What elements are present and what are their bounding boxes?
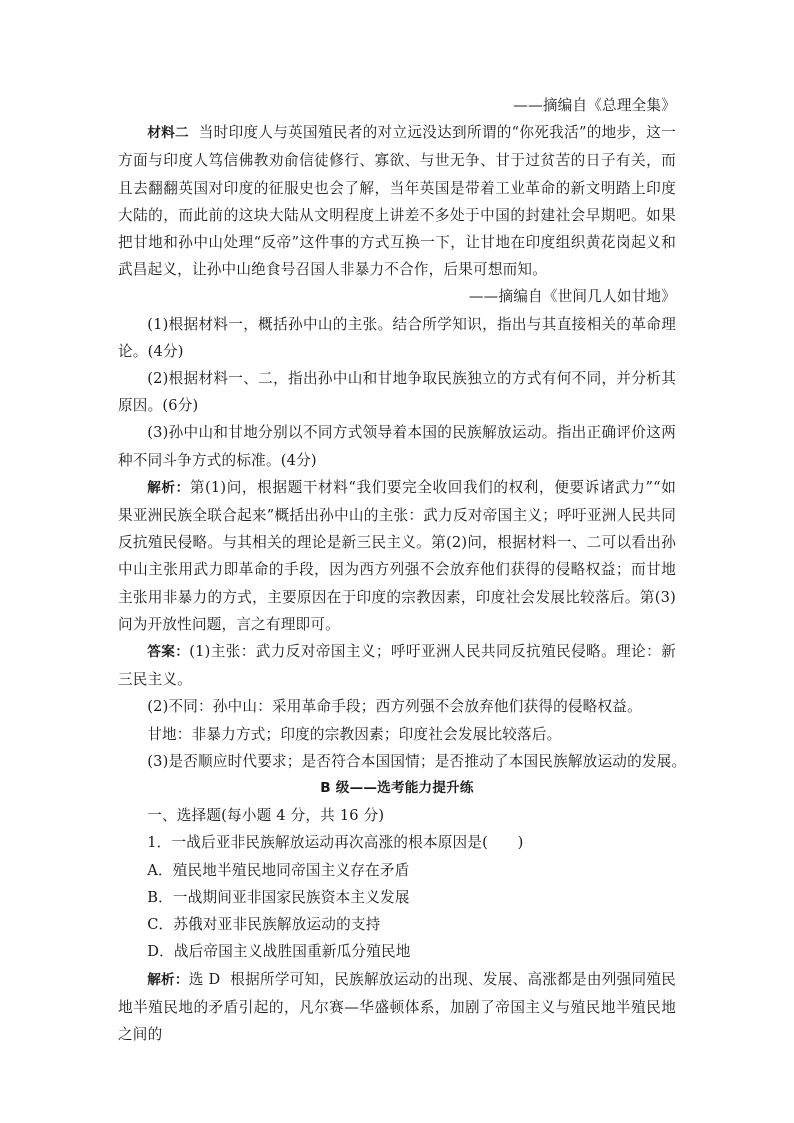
answer-part-2b: 甘地：非暴力方式；印度的宗教因素；印度社会发展比较落后。 — [147, 725, 562, 743]
material-2-paragraph — [118, 119, 676, 283]
choice-analysis-answer: 选 D — [188, 970, 221, 988]
answer-part-3: (3)是否顺应时代要求；是否符合本国国情；是否推动了本国民族解放运动的发展。 — [147, 752, 687, 770]
choice-analysis-paragraph — [118, 966, 676, 1049]
source-citation-2: ——摘编自《世间几人如甘地》 — [468, 288, 676, 306]
answer-label: 答案： — [147, 644, 190, 661]
choice-analysis-text: 根据所学可知，民族解放运动的出现、发展、高涨都是由列强同殖民地半殖民地的矛盾引起的，凡尔赛—华盛顿体系，加剧了帝国主义与殖民地半殖民地之间的 — [118, 970, 676, 1043]
answer-part-1-text: (1)主张：武力反对帝国主义；呼吁亚洲人民共同反抗殖民侵略。理论：新三民主义。 — [118, 643, 676, 689]
option-b: B．一战期间亚非国家民族资本主义发展 — [147, 888, 410, 906]
material-2-text: 当时印度人与英国殖民者的对立远没达到所谓的“你死我活”的地步，这一方面与印度人笃信佛教劝俞信徒修行、寡欲、与世无争、甘于过贫苦的日子有关，而且去翻翻英国对印度的征服史也会了解，当年英国是带着工业革命的新文明踏上印度大陆的，而此前的这块大陆从文明程度上讲差不多处于中国的封建社会早期吧。如果把甘地和孙中山处理“反帝”这件事的方式互换一下，让甘地在印度组织黄花岗起义和武昌起义，让孙中山绝食号召国人非暴力不合作，后果可想而知。 — [118, 124, 676, 279]
option-a: A．殖民地半殖民地同帝国主义存在矛盾 — [147, 861, 410, 879]
material-2-label: 材料二 — [147, 125, 189, 142]
source-citation-1: ——摘编自《总理全集》 — [513, 97, 676, 114]
section-b-heading: 一、选择题(每小题 4 分，共 16 分) — [147, 807, 385, 825]
document-page — [118, 92, 687, 1048]
analysis-paragraph — [118, 474, 676, 638]
option-c: C．苏俄对亚非民族解放运动的支持 — [147, 916, 381, 934]
option-d: D．战后帝国主义战胜国重新瓜分殖民地 — [147, 943, 411, 961]
question-2: (2)根据材料一、二，指出孙中山和甘地争取民族独立的方式有何不同，并分析其原因。(6分) — [118, 370, 676, 415]
choice-analysis-label: 解析： — [147, 971, 189, 988]
section-b-title: B 级——选考能力提升练 — [320, 780, 474, 797]
question-3: (3)孙中山和甘地分别以不同方式领导着本国的民族解放运动。指出正确评价这两种不同斗争方式的标准。(4分) — [118, 424, 676, 469]
question-1: (1)根据材料一，概括孙中山的主张。结合所学知识，指出与其直接相关的革命理论。(4分) — [118, 315, 676, 360]
answer-part-2a: (2)不同：孙中山：采用革命手段；西方列强不会放弃他们获得的侵略权益。 — [147, 698, 642, 716]
analysis-label: 解析： — [147, 479, 190, 496]
answer-part-1 — [118, 638, 676, 693]
analysis-text: 第(1)问，根据题干材料“我们要完全收回我们的权利，便要诉诸武力”“如果亚洲民族全联合起来”概括出孙中山的主张：武力反对帝国主义；呼吁亚洲人民共同反抗殖民侵略。与其相关的理论是新三民主义。第(2)问，根据材料一、二可以看出孙中山主张用武力即革命的手段，因为西方列强不会放弃他们获得的侵略权益；而甘地主张用非暴力的方式，主要原因在于印度的宗教因素，印度社会发展比较落后。第(3)问为开放性问题，言之有理即可。 — [118, 478, 676, 633]
choice-question-1: 1．一战后亚非民族解放运动再次高涨的根本原因是( ) — [147, 834, 524, 852]
